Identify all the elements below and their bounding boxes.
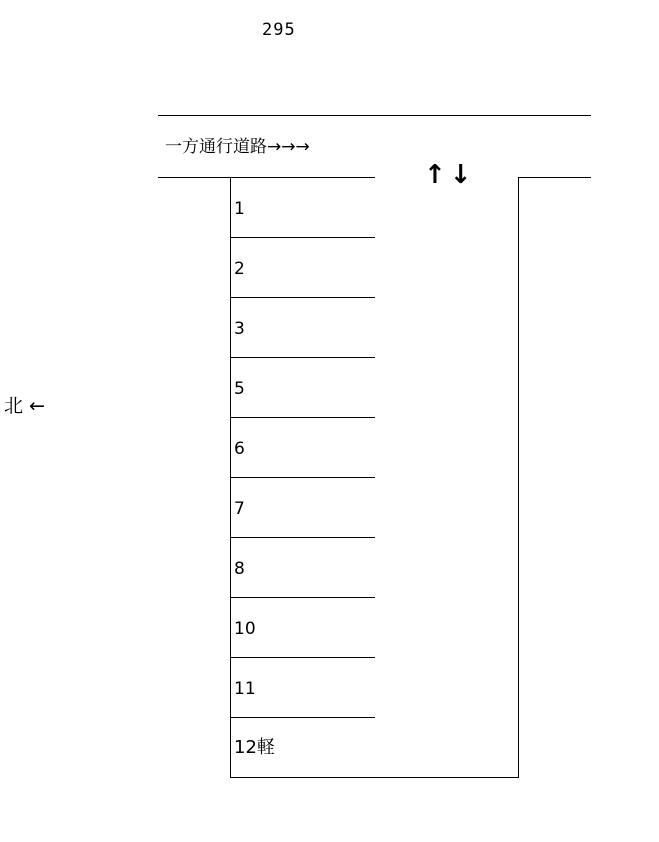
road-bottom-edge-right [518, 177, 591, 178]
one-way-road-label: 一方通行道路→→→ [165, 137, 310, 157]
lot-right-wall [518, 177, 519, 778]
slot-divider [230, 597, 375, 598]
slot-divider [230, 717, 375, 718]
slot-divider [230, 297, 375, 298]
lot-bottom-wall [230, 777, 519, 778]
slot-divider [230, 477, 375, 478]
parking-slot-label: 3 [234, 319, 245, 339]
parking-slot-label: 12軽 [234, 737, 275, 758]
page-number: 295 [262, 20, 296, 40]
slot-divider [230, 417, 375, 418]
slot-divider [230, 657, 375, 658]
road-bottom-edge-left [158, 177, 375, 178]
parking-slot-label: 7 [234, 499, 245, 519]
slot-divider [230, 357, 375, 358]
parking-slot-label: 10 [234, 619, 256, 639]
parking-slot-label: 5 [234, 379, 245, 399]
parking-slot-label: 2 [234, 259, 245, 279]
parking-slot-label: 1 [234, 199, 245, 219]
north-indicator: 北 ← [4, 395, 45, 417]
parking-slot-label: 11 [234, 679, 256, 699]
entrance-direction-arrows: ↑↓ [424, 160, 476, 190]
slot-divider [230, 237, 375, 238]
parking-slot-label: 8 [234, 559, 245, 579]
parking-slot-label: 6 [234, 439, 245, 459]
slot-divider [230, 537, 375, 538]
road-top-edge [158, 115, 591, 116]
